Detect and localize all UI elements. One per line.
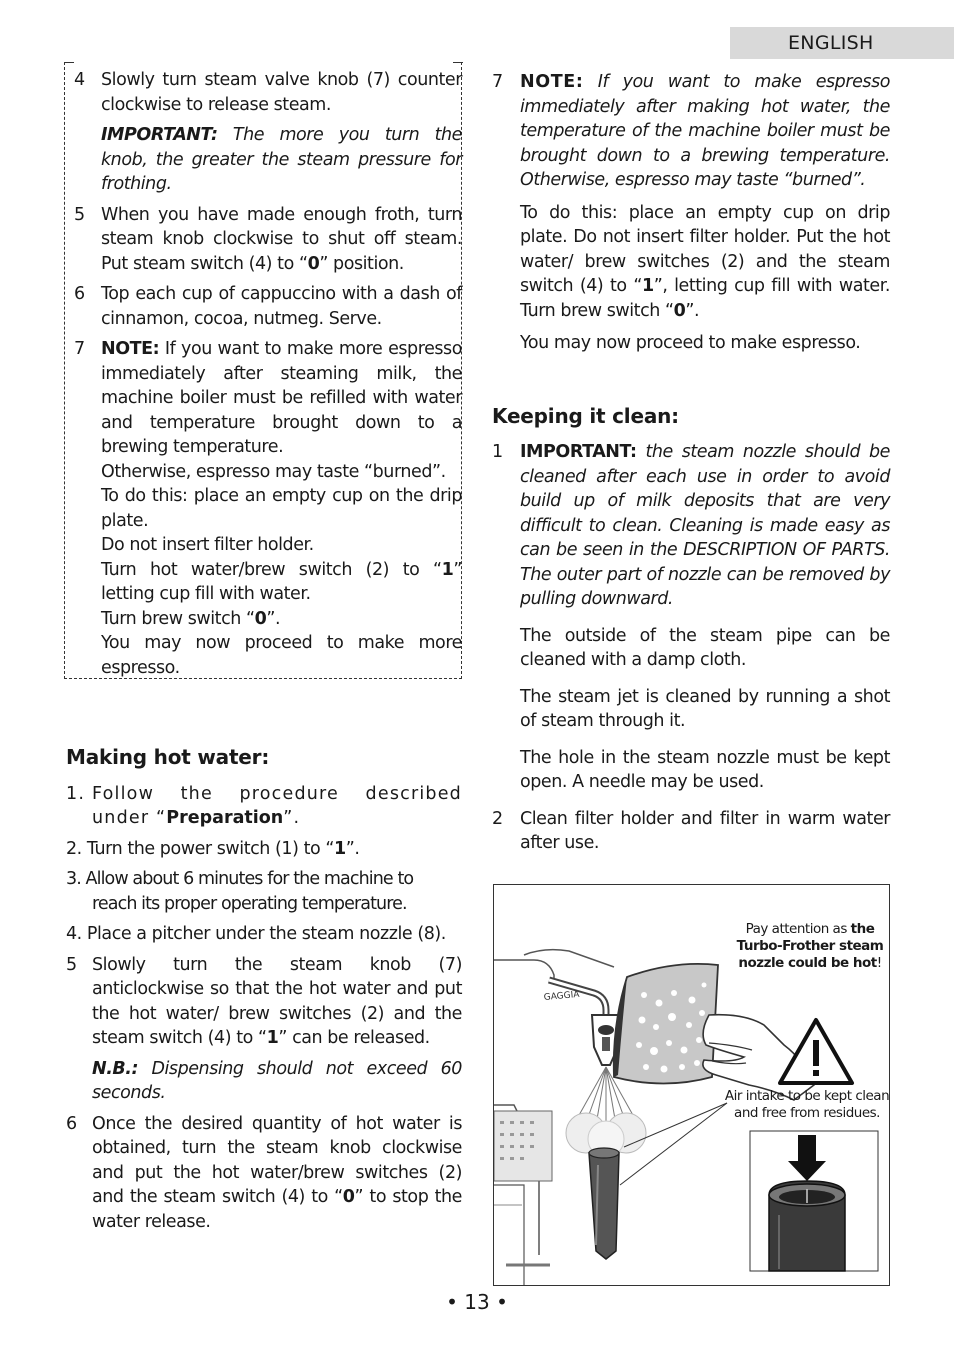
note-label: NOTE: (520, 72, 584, 92)
step-number: 6 (74, 284, 85, 304)
step-7-line: Do not insert filter holder. (101, 535, 314, 555)
section-heading: Keeping it clean: (492, 403, 679, 428)
step-text-end: ”. (283, 808, 301, 828)
line-text: ”. (266, 608, 281, 629)
switch-value: 1 (266, 1028, 279, 1048)
step-text: Slowly turn the steam knob (7) anticlockwise so that the hot water and put the hot water/ brew switches (2) and the steam switch (4) to “ (92, 954, 462, 1048)
hot-water-step-4: 4. Place a pitcher under the steam nozzle (8). (66, 924, 446, 944)
switch-value: 1 (441, 559, 454, 580)
step-number: 5 (66, 954, 77, 975)
line-text: Turn hot water/brew switch (2) to “ (101, 559, 442, 580)
clean-para: The steam jet is cleaned by running a shot of steam through it. (520, 686, 890, 731)
step-text: Clean filter holder and filter in warm water after use. (520, 808, 890, 853)
step-number: 6 (66, 1113, 77, 1134)
step-text: Top each cup of cappuccino with a dash of cinnamon, cocoa, nutmeg. Serve. (101, 284, 462, 329)
step-text: Once the desired quantity of hot water is obtained, turn the steam knob clockwise and put the hot water/brew switches (2) and the steam switch (4) to “ (92, 1113, 462, 1207)
para-text: To do this: place an empty cup on drip plate. Do not insert filter holder. Put the hot water/ brew switches (2) and the steam switch (4) to “ (520, 202, 890, 296)
machine-logo: GAGGIA (543, 989, 580, 1003)
cleaning-illustration (493, 884, 890, 1286)
step-7-line: Otherwise, espresso may taste “burned”. (101, 461, 446, 482)
step-number: 1 (492, 442, 503, 462)
hot-water-section (66, 745, 462, 1234)
nb-label: N.B.: (92, 1058, 139, 1079)
steaming-steps (66, 68, 462, 680)
note-7-proceed: You may now proceed to make espresso. (520, 333, 861, 353)
important-text: the steam nozzle should be cleaned after each use in order to avoid build up of milk deposits that are very difficult to clean. Cleaning is made easy as can be seen in the DESCRIPTION OF PARTS. The outer part of nozzle can be removed by pulling downward. (520, 442, 890, 609)
hot-water-step-3: 3. Allow about 6 minutes for the machine to reach its proper operating temperature. (66, 869, 414, 914)
language-label: ENGLISH (788, 32, 874, 54)
important-label: IMPORTANT: (101, 125, 218, 145)
step-text: Follow the procedure described under “ (92, 783, 462, 828)
note-7-instructions (492, 201, 890, 324)
step-text-end: ” position. (319, 253, 404, 274)
step-7 (66, 337, 462, 460)
step-7-line (66, 607, 462, 632)
step-7-line (66, 558, 462, 607)
clean-para: The outside of the steam pipe can be cleaned with a damp cloth. (520, 625, 890, 670)
section-heading: Making hot water: (66, 745, 270, 769)
switch-value: 0 (673, 300, 686, 321)
step-text-end: ” can be released. (278, 1028, 430, 1048)
air-intake-note: Air intake to be kept clean and free from residues. (724, 1088, 890, 1121)
switch-value: 1 (334, 838, 346, 859)
hot-water-step-1 (66, 782, 462, 831)
step-number: 7 (492, 72, 503, 92)
hot-water-step-2 (66, 837, 462, 862)
clean-para: The hole in the steam nozzle must be kept open. A needle may be used. (520, 747, 890, 792)
right-column (492, 70, 890, 856)
page-number: • 13 • (446, 1290, 508, 1314)
switch-value: 0 (254, 608, 267, 629)
clean-step-1 (492, 440, 890, 612)
step-number: 1. (66, 783, 86, 804)
step-number: 4 (74, 70, 85, 90)
step-number: 5 (74, 204, 85, 225)
nb-note (66, 1057, 462, 1106)
nb-text: Dispensing should not exceed 60 seconds. (92, 1058, 462, 1103)
step-text-end: ” to stop the water release. (92, 1187, 462, 1232)
step-text: When you have made enough froth, turn steam knob clockwise to shut off steam. Put steam switch (4) to “ (101, 204, 462, 274)
clean-step-2 (492, 807, 890, 856)
step-text-end: ”. (345, 838, 360, 859)
para-text: ”. (685, 300, 700, 321)
step-6 (66, 282, 462, 331)
step-4 (66, 68, 462, 117)
note-text: If you want to make more espresso immediately after steaming milk, the machine boiler must be refilled with water and temperature brought down to a brewing temperature. (101, 339, 462, 457)
note-7 (492, 70, 890, 193)
switch-value: 1 (641, 276, 654, 296)
line-text: ” letting cup fill with water. (101, 559, 462, 604)
note-text: If you want to make espresso immediately after making hot water, the temperature of the machine boiler must be brought down to a brewing temperature. Otherwise, espresso may taste “burned”. (520, 72, 890, 190)
hot-water-step-5 (66, 953, 462, 1051)
warning-text: Pay attention as (745, 921, 851, 937)
line-text: Turn brew switch “ (101, 608, 255, 629)
step-7-line: You may now proceed to make more espresso. (101, 633, 462, 678)
step-text: 2. Turn the power switch (1) to “ (66, 838, 334, 859)
hot-nozzle-warning (730, 921, 890, 972)
warning-text-end: ! (876, 955, 882, 971)
step-5 (66, 203, 462, 277)
switch-value: 0 (342, 1187, 355, 1207)
step-number: 7 (74, 339, 85, 359)
warning-emphasis: the Turbo-Frother steam nozzle could be hot (736, 921, 884, 971)
switch-value: 0 (307, 253, 320, 274)
step-number: 2 (492, 808, 503, 829)
step-text: Slowly turn steam valve knob (7) counter clockwise to release steam. (101, 70, 462, 115)
preparation-ref: Preparation (166, 808, 284, 828)
note-label: NOTE: (101, 339, 160, 359)
para-text: ”, letting cup fill with water. Turn brew switch “ (520, 276, 891, 321)
important-note (66, 123, 462, 197)
important-label: IMPORTANT: (520, 442, 637, 462)
step-7-line: To do this: place an empty cup on the drip plate. (101, 486, 462, 531)
hot-water-step-6 (66, 1112, 462, 1235)
language-tab (730, 27, 954, 59)
important-text: The more you turn the knob, the greater the steam pressure for frothing. (101, 125, 462, 194)
